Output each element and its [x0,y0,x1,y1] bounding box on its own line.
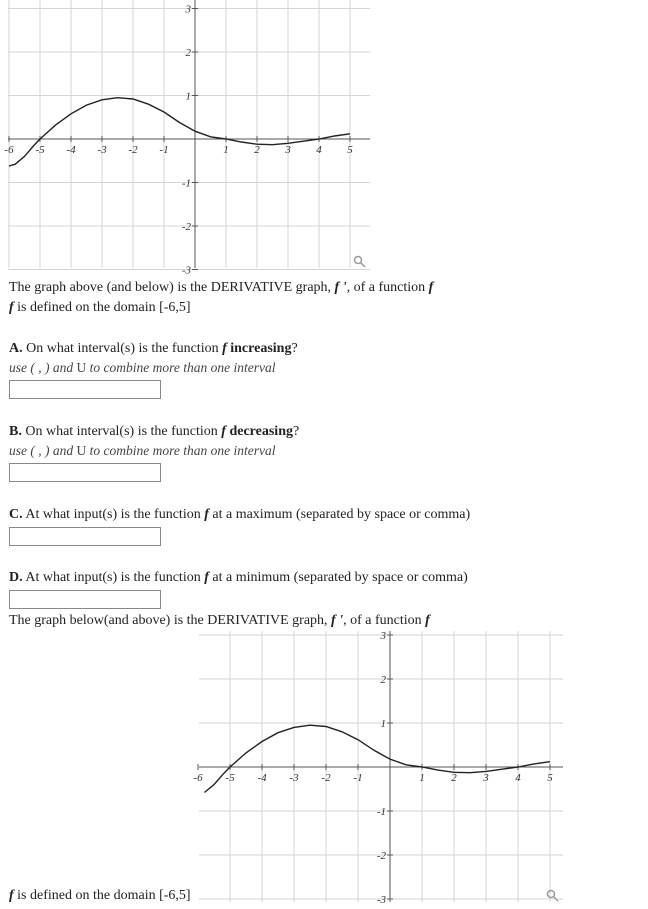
top-y-tick-label: 3 [185,3,191,16]
top-y-tick-label: 2 [185,47,191,59]
hint-text: use ( , ) and [9,443,77,458]
hint-text: use ( , ) and [9,360,77,375]
top-x-tick-label: -3 [97,144,107,156]
hint-text-2: to combine more than one interval [86,443,276,458]
domain-text: is defined on the domain [-6,5] [13,300,191,315]
outro-line-2 [9,887,191,905]
question-d-label: D. [9,570,23,585]
question-c [9,506,470,524]
question-c-label: C. [9,507,23,522]
intro-text: The graph above (and below) is the DERIVATIVE graph, [9,280,335,295]
bottom-y-tick-label: -1 [376,806,386,818]
answer-d-input[interactable] [9,590,161,609]
question-a-end: ? [291,341,298,356]
bottom-x-tick-label: 4 [515,772,521,784]
domain-text-bottom: is defined on the domain [-6,5] [13,888,191,903]
top-x-tick-label: -6 [4,144,14,156]
top-x-tick-label: -2 [128,144,138,156]
f-symbol: f [425,613,430,628]
top-y-tick-label: -1 [181,177,191,190]
top-x-tick-label: 3 [285,144,291,156]
f-prime-symbol: f ' [334,280,347,295]
top-x-tick-label: 5 [347,144,353,156]
bottom-y-tick-label: -2 [376,850,386,862]
outro-text-2: , of a function [343,613,426,628]
bottom-x-tick-label: -6 [193,772,203,784]
top-x-tick-label: 1 [223,144,229,156]
f-symbol: f [9,300,14,315]
f-symbol: f [221,424,226,439]
hint-text-2: to combine more than one interval [86,360,276,375]
question-b [9,423,299,441]
question-a [9,340,298,358]
f-prime-symbol: f ' [331,613,344,628]
f-symbol: f [9,888,14,903]
bottom-derivative-curve [204,725,550,792]
question-d [9,569,468,587]
bottom-x-tick-label: -4 [257,772,267,784]
top-x-tick-label: 4 [316,144,322,156]
top-y-tick-label: -2 [181,221,191,233]
top-x-tick-label: -5 [35,144,45,156]
question-b-keyword: decreasing [225,424,293,439]
f-symbol: f [428,280,434,295]
graph-top-svg [4,0,370,277]
question-b-hint [9,442,275,460]
question-d-end: at a minimum (separated by space or comma) [208,570,468,585]
top-x-tick-label: -4 [66,144,76,156]
bottom-y-tick-label: 2 [380,674,386,686]
f-symbol: f [204,570,209,585]
bottom-x-tick-label: 5 [547,772,553,784]
hint-union: U [76,360,87,375]
hint-union: U [76,443,87,458]
answer-a-input[interactable] [9,380,161,399]
question-b-end: ? [292,424,300,439]
f-symbol: f [222,341,227,356]
top-y-tick-label: 1 [185,90,191,103]
question-a-text: On what interval(s) is the function [22,341,223,356]
question-d-text: At what input(s) is the function [22,570,205,585]
question-a-label: A. [9,341,23,356]
top-x-tick-label: -1 [159,144,169,156]
bottom-x-tick-label: -3 [289,772,299,784]
intro-line-1 [9,279,433,297]
answer-b-input[interactable] [9,463,161,482]
derivative-graph-bottom [193,626,567,906]
top-derivative-curve [9,98,350,166]
question-c-text: At what input(s) is the function [22,507,205,522]
outro-text: The graph below(and above) is the DERIVATIVE graph, [9,613,332,628]
bottom-y-tick-label: -3 [376,894,386,906]
question-a-keyword: increasing [226,341,292,356]
question-a-hint [9,359,275,377]
bottom-y-tick-label: 3 [380,630,386,642]
top-y-tick-label: -3 [181,264,191,277]
top-x-tick-label: 2 [254,144,260,156]
answer-c-input[interactable] [9,527,161,546]
intro-line-2 [9,299,191,317]
question-b-text: On what interval(s) is the function [21,424,222,439]
bottom-y-tick-label: 1 [380,718,386,730]
bottom-x-tick-label: 2 [451,772,457,784]
graph-bottom-svg [193,626,567,906]
f-symbol: f [204,507,209,522]
bottom-x-tick-label: -5 [225,772,235,784]
bottom-x-tick-label: 3 [483,772,489,784]
bottom-x-tick-label: -2 [321,772,331,784]
bottom-x-tick-label: -1 [353,772,363,784]
derivative-graph-top [4,0,370,277]
bottom-x-tick-label: 1 [419,772,425,784]
question-b-label: B. [9,424,22,439]
question-c-end: at a maximum (separated by space or comma) [208,507,471,522]
intro-text-2: , of a function [346,280,429,295]
magnifier-icon[interactable] [355,257,366,268]
